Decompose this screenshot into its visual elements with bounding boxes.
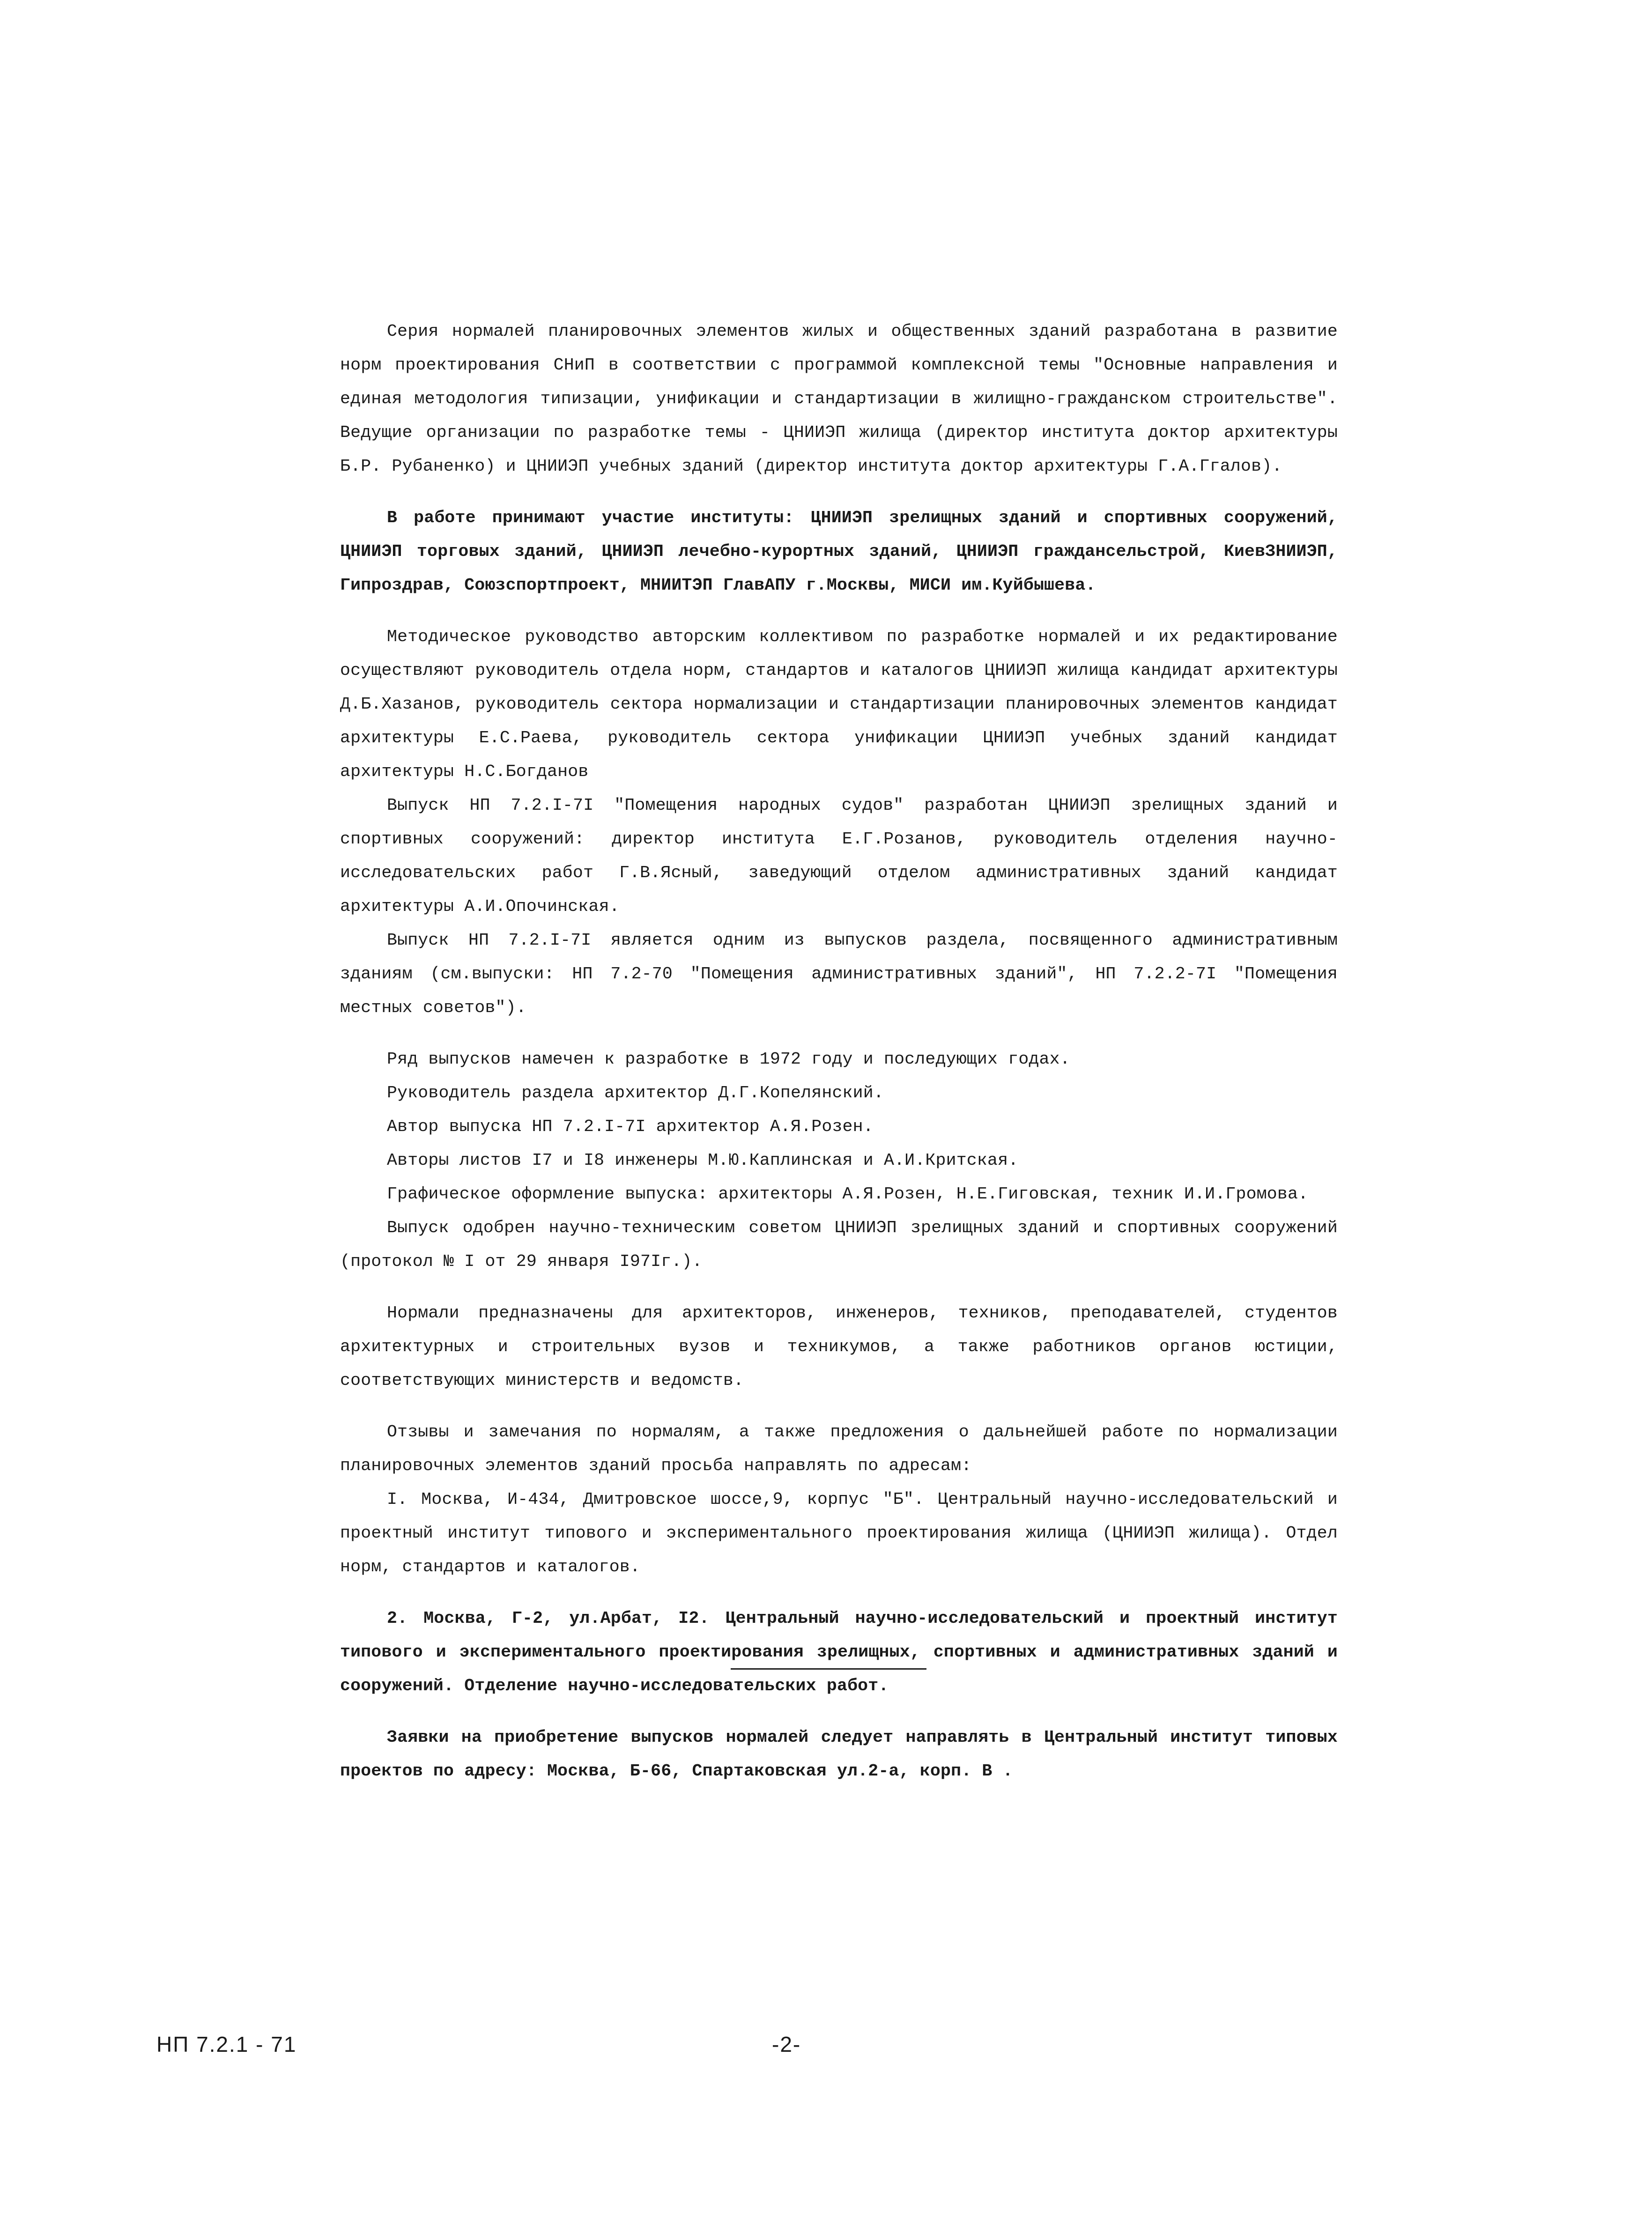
paragraph-participating-institutes: В работе принимают участие институты: ЦНИИЭП зрелищных зданий и спортивных сооружений, ЦНИИЭП торговых зданий, ЦНИИЭП лечебно-курортных зданий, ЦНИИЭП граждансельстрой, КиевЗНИИЭП, Гипроздрав, Союзспортпроект, МНИИТЭП ГлавАПУ г.Москвы, МИСИ им.Куйбышева. [340,508,1338,595]
paragraph-sheet-authors: Авторы листов I7 и I8 инженеры М.Ю.Каплинская и А.И.Критская. [387,1151,1019,1170]
paragraph-issue-author: Автор выпуска НП 7.2.I-7I архитектор А.Я.Розен. [387,1117,874,1136]
paragraph-planned-issues: Ряд выпусков намечен к разработке в 1972 году и последующих годах. [387,1050,1070,1069]
paragraph-address-1: I. Москва, И-434, Дмитровское шоссе,9, корпус "Б". Центральный научно-исследовательский и проектный институт типового и экспериментального проектирования жилища (ЦНИИЭП жилища). Отдел норм, стандартов и каталогов. [340,1490,1338,1576]
page-number: -2- [772,2032,801,2056]
paragraph-issue-developer: Выпуск НП 7.2.I-7I "Помещения народных судов" разработан ЦНИИЭП зрелищных зданий и спортивных сооружений: директор института Е.Г.Розанов, руководитель отделения научно-исследовательских работ Г.В.Ясный, заведующий отделом административных зданий кандидат архитектуры А.И.Опочинская. [340,796,1338,916]
closing-divider [731,1668,926,1670]
paragraph-audience: Нормали предназначены для архитекторов, инженеров, техников, преподавателей, студентов архитектурных и строительных вузов и техникумов, а также работников органов юстиции, соответствующих министерств и ведомств. [340,1303,1338,1390]
paragraph-orders: Заявки на приобретение выпусков нормалей следует направлять в Центральный институт типовых проектов по адресу: Москва, Б-66, Спартаковская ул.2-а, корп. В . [340,1728,1338,1781]
paragraph-issue-section: Выпуск НП 7.2.I-7I является одним из выпусков раздела, посвященного административным зданиям (см.выпуски: НП 7.2-70 "Помещения административных зданий", НП 7.2.2-7I "Помещения местных советов"). [340,931,1338,1017]
paragraph-graphic-design: Графическое оформление выпуска: архитекторы А.Я.Розен, Н.Е.Гиговская, техник И.И.Громова. [387,1184,1309,1204]
paragraph-address-2: 2. Москва, Г-2, ул.Арбат, I2. Центральный научно-исследовательский и проектный институт типового и экспериментального проектирования зрелищных, спортивных и административных зданий и сооружений. Отделение научно-исследовательских работ. [340,1609,1338,1695]
paragraph-feedback-request: Отзывы и замечания по нормалям, а также предложения о дальнейшей работе по нормализации планировочных элементов зданий просьба направлять по адресам: [340,1422,1338,1475]
paragraph-approval: Выпуск одобрен научно-техническим советом ЦНИИЭП зрелищных зданий и спортивных сооружений (протокол № I от 29 января I97Iг.). [340,1218,1338,1271]
document-code: НП 7.2.1 - 71 [156,2032,297,2056]
paragraph-methodical-guidance: Методическое руководство авторским коллективом по разработке нормалей и их редактирование осуществляют руководитель отдела норм, стандартов и каталогов ЦНИИЭП жилища кандидат архитектуры Д.Б.Хазанов, руководитель сектора нормализации и стандартизации планировочных элементов кандидат архитектуры Е.С.Раева, руководитель сектора унификации ЦНИИЭП учебных зданий кандидат архитектуры Н.С.Богданов [340,627,1338,781]
paragraph-section-head: Руководитель раздела архитектор Д.Г.Копелянский. [387,1083,884,1102]
document-body [340,315,1338,1788]
paragraph-series-intro: Серия нормалей планировочных элементов жилых и общественных зданий разработана в развитие норм проектирования СНиП в соответствии с программой комплексной темы "Основные направления и единая методология типизации, унификации и стандартизации в жилищно-гражданском строительстве". Ведущие организации по разработке темы - ЦНИИЭП жилища (директор института доктор архитектуры Б.Р. Рубаненко) и ЦНИИЭП учебных зданий (директор института доктор архитектуры Г.А.Ггалов). [340,322,1338,476]
